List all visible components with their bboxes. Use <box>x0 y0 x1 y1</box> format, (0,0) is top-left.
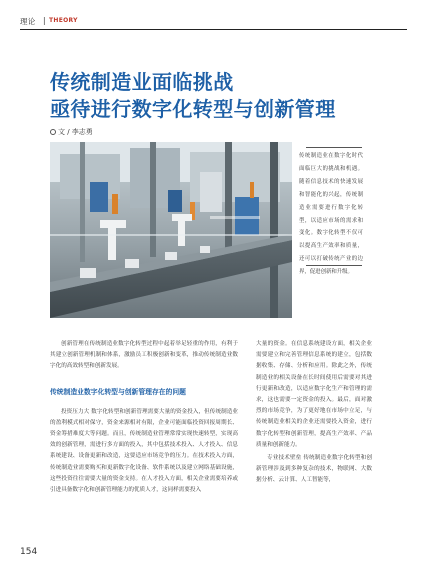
body-column-left <box>50 339 238 496</box>
section-subheading: 传统制造业数字化转型与创新管理存在的问题 <box>50 387 186 396</box>
body-column-right <box>256 339 372 487</box>
circle-bullet-icon <box>50 129 56 135</box>
article-title-line-1: 传统制造业面临挑战 <box>50 70 234 94</box>
byline <box>50 127 93 137</box>
page-number: 154 <box>20 547 38 557</box>
body-paragraph: 大量的资金。在信息系统建设方面，相关企业需要建立和完善管理信息系统的建立，包括数据收集、存储、分析和应用。除此之外，传统制造业的相关设备在长时间使用后需要对其进行更新和改造，以适应数字化生产和管理的需求，这也需要一定资金的投入。最后，面对激烈的市场竞争，为了更好地在市场中立足，与传统制造业相关的企业还需要投入资金，进行数字化转型和创新管理，提高生产效率、产品质量和创新能力。 <box>256 341 372 448</box>
article-title-line-2: 亟待进行数字化转型与创新管理 <box>50 97 336 121</box>
header-rule <box>20 29 407 30</box>
intro-paragraph: 创新管理在传统制造业数字化转型过程中起着举足轻重的作用，有利于其建立创新管理机制和体系，激励员工积极创新和变革，推动传统制造业数字化的高效转型和创新发展。 <box>50 341 238 370</box>
body-paragraph: 专业技术壁垒 传统制造业数字化转型和创新管理涉及到多种复杂的技术，物联网、大数据分析、云计算、人工智能等， <box>256 455 372 484</box>
section-label: 理论 <box>20 17 36 26</box>
body-paragraph: 投资压力大 数字化转型和创新管理需要大量的资金投入，但传统制造业的盈利模式相对保守，资金来源相对有限，企业可能面临投资回报周期长、资金筹措难度大等问题。而且，传统制造业管理常常实现快速转型，实现高效的创新管理，需进行多方面的投入，其中包括技术投入、人才投入、信息系统建设、设备更新和改造，这要适应市场竞争的压力。在技术投入方面，传统制造业需要购买和更新数字化设备、软件系统以及建立网络基础设施，这些投资往往需要大量的资金支持。在人才投入方面，相关企业需要培养或引进具备数字化和创新管理能力的优质人才，这同样需要投入 <box>50 408 238 494</box>
author: 文 / 李志勇 <box>58 128 93 136</box>
pull-quote-rule-top <box>306 147 362 148</box>
pull-quote-rule-bottom <box>306 265 362 266</box>
production-line-photo <box>50 142 292 318</box>
section-label-en: THEORY <box>49 17 78 24</box>
section-separator: | <box>43 16 46 25</box>
pull-quote: 传统制造业在数字化时代面临巨大的挑战和机遇。随着信息技术的快速发展和智能化的兴起，传统制造业需要进行数字化转型，以适应市场的需求和变化。数字化转型不仅可以提高生产效率和质量，还可以打破传统产业的边界，促进创新和升级。 <box>299 153 363 276</box>
